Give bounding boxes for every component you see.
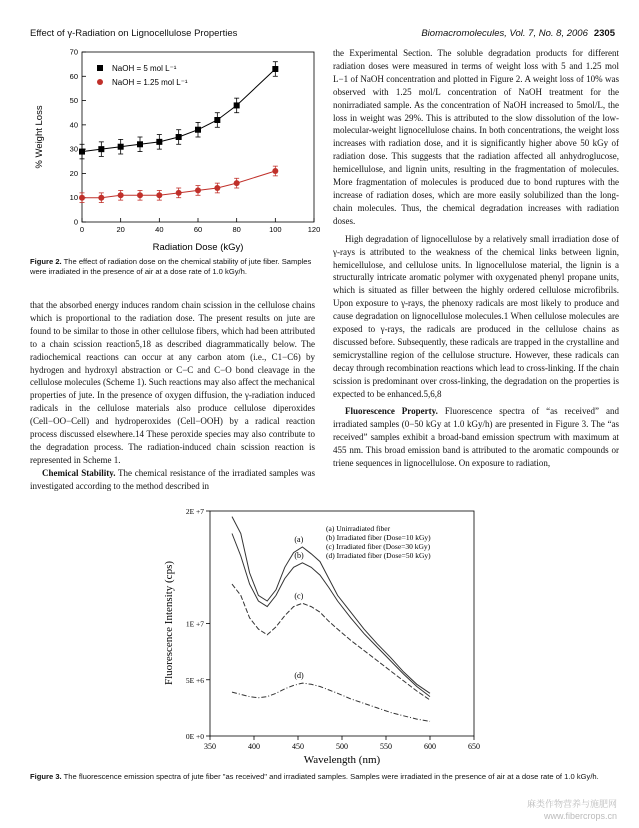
figure-2-ytick-label: 60 [69,71,78,81]
figure-3-caption-label: Figure 3. [30,772,62,781]
figure-2-point [176,134,182,140]
figure-2-legend-label: NaOH = 5 mol L⁻¹ [112,64,177,73]
figure-3-ylabel: Fluorescence Intensity (cps) [163,560,175,686]
right-paragraph-2: High degradation of lignocellulose by a relatively small irradiation dose of γ-rays is attributed to the weakness of the chemical links between lignin, hemicellulose, and cellulose units. In lignocellulose material, the lignin is a structurally intricate aromatic polymer with oxygenated phenyl propane units, which is situated as filler between the highly ordered cellulose microfibrils. Upon exposure to γ-rays, the phenoxy radicals are most likely to produce and cause degradation on lignocellulose molecules.1 When cellulose molecules are exposed to γ-rays, the radicals are produced in the cellulose chains as discussed before. Subsequently, these radicals are trapped in the crystalline and semicrystalline region of the cellulose structure. However, these radicals can decay through recombination reactions which lead to cross-linking. If the chain scission is predominant over cross-linking, the degradation on the properties is expected to be enhanced.5,6,8 [333,233,619,399]
figure-2-ytick-label: 10 [69,193,78,203]
figure-2-xlabel: Radiation Dose (kGy) [152,242,244,253]
figure-3-legend-entry: (b) Irradiated fiber (Dose=10 kGy) [326,533,431,542]
figure-2-xtick-label: 40 [155,225,164,234]
figure-2-point [118,144,124,150]
left-column [30,299,315,493]
figure-3-curve-label: (c) [294,591,304,601]
figure-3-legend-entry: (c) Irradiated fiber (Dose=30 kGy) [326,542,431,551]
figure-2-xtick-label: 100 [269,225,282,234]
figure-3-curve-label: (a) [294,535,304,544]
figure-3-caption-text: The fluorescence emission spectra of jute fiber "as received" and irradiated samples. Samples were irradiated in the presence of air at a dose rate of 1.0 kGy/h. [63,772,599,781]
figure-2-point [118,192,124,198]
figure-2-xtick-label: 120 [307,225,320,234]
figure-2-legend-marker [97,65,103,71]
figure-2-point [156,192,162,198]
figure-2-point [79,195,85,201]
figure-3-ytick-label: 0E +0 [185,732,204,741]
figure-2-point [137,141,143,147]
figure-2-legend-label: NaOH = 1.25 mol L⁻¹ [112,78,188,87]
figure-2-point [156,139,162,145]
figure-2-point [176,190,182,196]
figure-3-spectrum-3 [232,683,430,721]
watermark [527,798,617,822]
figure-2-ylabel: % Weight Loss [34,105,45,169]
figure-3-xtick-label: 350 [204,742,216,751]
figure-2-point [79,149,85,155]
figure-2-caption-label: Figure 2. [30,257,62,266]
figure-3-xtick-label: 450 [292,742,304,751]
figure-2-point [195,127,201,133]
left-paragraph-2-text: The chemical resistance of the irradiated samples was investigated according to the method described in [30,467,315,491]
right-paragraph-3-text: Fluorescence spectra of “as received” and irradiated samples (0−50 kGy at 1.0 kGy/h) are presented in Figure 3. The “as received” samples exhibit a broad-band emission spectrum with maximum at 455 nm. This broad emission band is attributed to the aromatic compounds or triene sequences in lignocellulose. On exposure to radiation, [333,406,619,469]
figure-2-point [214,117,220,123]
figure-3-caption [30,772,615,782]
figure-2-ytick-label: 20 [69,168,78,178]
figure-3-xtick-label: 650 [468,742,480,751]
figure-2-point [137,192,143,198]
figure-2-xtick-label: 0 [79,225,85,234]
watermark-line-2: www.fibercrops.cn [543,811,617,821]
figure-3-xtick-label: 500 [336,742,348,751]
figure-3-xlabel: Wavelength (nm) [303,754,381,766]
figure-3-ytick-label: 1E +7 [185,619,204,629]
figure-2-point [98,195,104,201]
figure-2-xtick-label: 60 [193,225,203,234]
figure-3-xtick-label: 550 [380,742,392,751]
figure-3-chart [150,503,480,769]
figure-2-ytick-label: 50 [69,96,78,106]
figure-2-ytick-label: 40 [69,120,78,130]
figure-2-ytick-label: 70 [69,47,78,57]
figure-2-point [195,187,201,193]
figure-2-point [214,185,220,191]
fluorescence-heading: Fluorescence Property. [345,406,438,417]
figure-2-point [234,180,240,186]
left-paragraph-1: that the absorbed energy induces random chain scission in the cellulose chains which is proportional to the radiation dose. The present results on jute are found to be similar to those in other cellulose fibers, which had been attributed to a chain scission reaction5,18 as described diagrammatically below. The radiochemical reactions can occur at any carbon atom (i.e., C1−C6) by hydrogen and hydroxyl abstraction or C−C and C−O bond cleavage in the cellulose molecules (Scheme 1). Such reactions may also affect the mechanical properties of jute. In the presence of oxygen diffusion, the γ-radiation induced radicals in the cellulose materials also produce cellulose diperoxides (Cell−OO−Cell) and hydroperoxides (Cell−OOH) by a radical reaction process discussed elsewhere.14 These peroxide species may also contribute to the degradation process. The radiation-induced chain scission reaction is represented in Scheme 1. [30,300,315,465]
page-number: 2305 [593,28,615,39]
figure-2-ytick-label: 0 [73,217,78,227]
figure-2-xtick-label: 80 [232,225,241,234]
figure-3-spectrum-2 [232,584,430,700]
figure-2-caption-text: The effect of radiation dose on the chemical stability of jute fiber. Samples were irradiated in the presence of air at a dose rate of 1.0 kGy/h. [30,257,312,276]
figure-3-xtick-label: 400 [248,742,260,751]
right-column [333,47,619,470]
figure-3-legend-entry: (a) Unirradiated fiber [326,524,391,533]
figure-2-point [234,102,240,108]
running-title: Effect of γ-Radiation on Lignocellulose Properties [30,28,238,39]
chemical-stability-heading: Chemical Stability. [42,467,116,478]
figure-2-xtick-label: 20 [116,225,125,234]
right-paragraph-1: the Experimental Section. The soluble degradation products for different radiation doses were measured in terms of weight loss with 5 and 1.25 mol L−1 of NaOH concentration and plotted in Figure 2. A weight loss of 10% was observed with 1.25 mol/L concentration of NaOH treatment for the nonirradiated sample. As the concentration of NaOH increased to 5mol/L, the loss in weight was 29%. This is attributed to the slow dissolution of the low-molecular-weight lignocellulose chains. In both concentrations, the weight loss increases with radiation dose, and it is significantly higher above 50 kGy of radiation dose. This suggests that the radiation affected all anhydroglucose, hemicellulose, and lignin units, resulting in the fragmentation of molecules. More fragmentation of molecules is produced due to bond ruptures with the increase of radiation doses, which are more easily solubilized than the long-chain molecules. Thus, the chemical degradation increases with radiation doses. [333,48,619,226]
figure-2-legend-marker [97,79,103,85]
right-paragraph-3 [333,405,619,470]
figure-3-legend-entry: (d) Irradiated fiber (Dose=50 kGy) [326,551,431,560]
figure-2-point [272,66,278,72]
figure-3-ytick-label: 5E +6 [185,675,204,685]
figure-3-curve-label: (d) [294,671,304,681]
figure-3-xtick-label: 600 [424,742,436,751]
figure-2-chart [30,42,320,254]
figure-3-ytick-label: 2E +7 [185,507,204,516]
figure-3-curve-label: (b) [294,550,304,560]
watermark-line-1: 麻类作物营养与施肥网 [526,799,617,809]
figure-2-caption [30,257,315,277]
figure-2-ytick-label: 30 [69,144,78,154]
journal-header [421,28,615,39]
figure-2-point [98,146,104,152]
figure-2-point [272,168,278,174]
left-paragraph-2 [30,467,315,493]
journal-citation: Biomacromolecules, Vol. 7, No. 8, 2006 [421,28,588,39]
